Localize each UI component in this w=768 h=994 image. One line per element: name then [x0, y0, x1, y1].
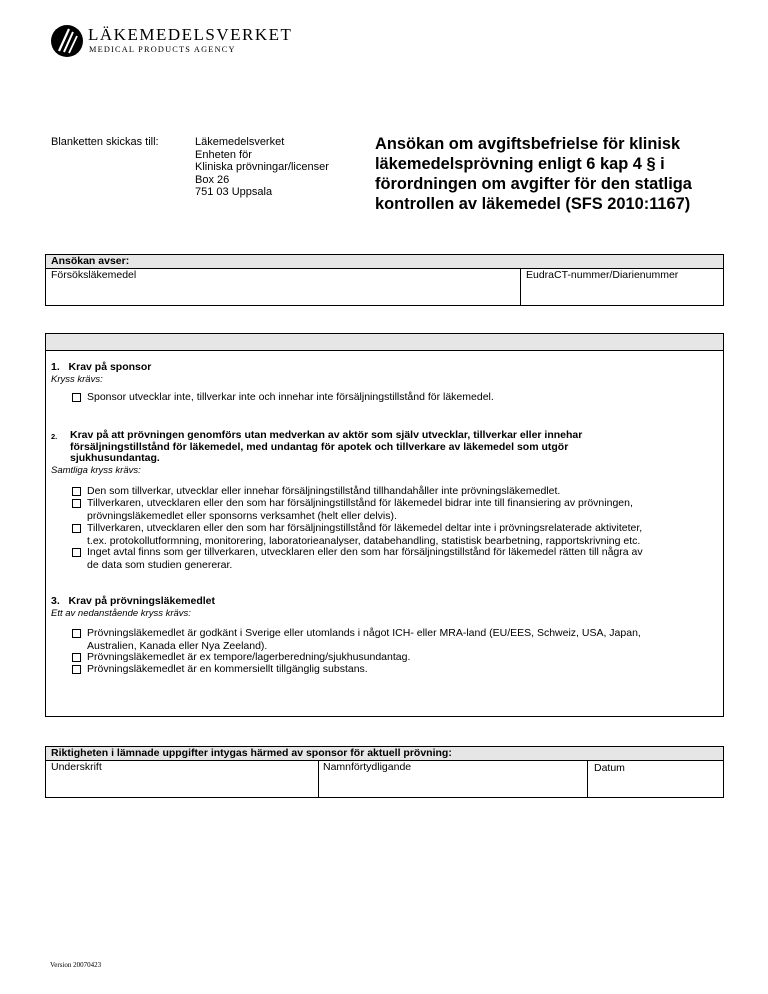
agency-logo-icon	[50, 24, 84, 58]
s2-item-2	[87, 497, 633, 522]
checkbox-s2-3[interactable]	[72, 524, 81, 533]
agency-subtitle: MEDICAL PRODUCTS AGENCY	[89, 45, 236, 54]
section-1-heading	[51, 361, 151, 373]
version-label: Version 20070423	[50, 961, 102, 969]
s2-item-4-line: Inget avtal finns som ger tillverkaren, utvecklaren eller den som har försäljningstillstånd för läkemedel rätten till några av	[87, 546, 643, 558]
product-field-label: Försöksläkemedel	[51, 269, 137, 281]
section-2-title-line: sjukhusundantag.	[70, 452, 160, 464]
section-2-note: Samtliga kryss krävs:	[51, 465, 141, 476]
s3-item-3-line: Prövningsläkemedlet är en kommersiellt tillgänglig substans.	[87, 663, 368, 675]
s3-item-2-line: Prövningsläkemedlet är ex tempore/lagerberedning/sjukhusundantag.	[87, 651, 411, 663]
s2-item-1	[87, 485, 560, 498]
agency-name: LÄKEMEDELSVERKET	[88, 25, 293, 44]
name-clarification-input[interactable]	[320, 774, 582, 796]
requirements-header-bar	[46, 334, 723, 351]
address-line: Box 26	[195, 173, 230, 186]
s3-item-1	[87, 627, 641, 652]
s2-item-4-line: de data som studien genererar.	[87, 558, 233, 571]
signature-label: Underskrift	[51, 761, 102, 773]
application-header-bar	[46, 255, 723, 269]
section-3-title: Krav på prövningsläkemedlet	[68, 595, 215, 607]
checkbox-s2-4[interactable]	[72, 548, 81, 557]
product-input[interactable]	[48, 281, 468, 303]
field-divider	[520, 268, 521, 306]
checkbox-s2-1[interactable]	[72, 487, 81, 496]
section-1-note: Kryss krävs:	[51, 374, 103, 385]
section-2-title-line: försäljningstillstånd för läkemedel, med undantag för apotek och tillverkare av läkemedel som utgör	[70, 440, 569, 453]
field-divider	[587, 760, 588, 798]
section-2-title	[70, 430, 582, 465]
s2-item-3	[87, 522, 642, 547]
checkbox-s3-3[interactable]	[72, 665, 81, 674]
s1-item-1: Sponsor utvecklar inte, tillverkar inte och innehar inte försäljningstillstånd för läkemedel.	[87, 391, 494, 403]
checkbox-s3-1[interactable]	[72, 629, 81, 638]
s2-item-2-line: Tillverkaren, utvecklaren eller den som har försäljningstillstånd för läkemedel bidrar inte till finansiering av prövningen,	[87, 497, 633, 509]
name-clarification-label: Namnförtydligande	[323, 761, 412, 773]
signature-input[interactable]	[48, 774, 314, 796]
checkbox-s3-2[interactable]	[72, 653, 81, 662]
attestation-heading: Riktigheten i lämnade uppgifter intygas härmed av sponsor för aktuell prövning:	[51, 747, 452, 759]
s3-item-1-line: Prövningsläkemedlet är godkänt i Sverige eller utomlands i något ICH- eller MRA-land (EU/EES, Schweiz, USA, Japan,	[87, 627, 641, 639]
send-to-label: Blanketten skickas till:	[51, 136, 159, 148]
section-3-number: 3.	[51, 595, 60, 607]
date-label: Datum	[594, 762, 625, 774]
s2-item-1-line: Den som tillverkar, utvecklar eller innehar försäljningstillstånd tillhandahåller inte prövningsläkemedlet.	[87, 485, 561, 497]
send-to-address	[195, 136, 329, 199]
section-2-number: 2.	[51, 432, 58, 441]
eudract-input[interactable]	[522, 281, 720, 303]
s2-item-4	[87, 546, 643, 571]
s2-item-2-line: prövningsläkemedlet eller sponsorns verksamhet (helt eller delvis).	[87, 509, 397, 522]
section-3-heading	[51, 595, 215, 607]
s3-item-2	[87, 651, 410, 664]
s3-item-3	[87, 663, 368, 676]
application-heading: Ansökan avser:	[51, 255, 130, 267]
section-1-title: Krav på sponsor	[68, 361, 152, 373]
s2-item-3-line: Tillverkaren, utvecklaren eller den som har försäljningstillstånd för läkemedel deltar inte i prövningsrelaterade aktiviteter,	[87, 522, 643, 534]
address-line: Kliniska prövningar/licenser	[195, 161, 329, 174]
s3-item-1-line: Australien, Kanada eller Nya Zeeland).	[87, 639, 268, 652]
checkbox-s1-1[interactable]	[72, 393, 81, 402]
address-line: Enheten för	[195, 148, 252, 161]
address-line: Läkemedelsverket	[195, 136, 285, 148]
s2-item-3-line: t.ex. protokollutformning, monitorering, laboratorieanalyser, databehandling, statistisk bearbetning, rapportskrivning etc.	[87, 534, 641, 547]
address-line: 751 03 Uppsala	[195, 186, 273, 199]
date-input[interactable]	[590, 774, 720, 796]
section-3-note: Ett av nedanstående kryss krävs:	[51, 608, 191, 619]
form-title: Ansökan om avgiftsbefrielse för klinisk läkemedelsprövning enligt 6 kap 4 § i förordningen om avgifter för den statliga kontrollen av läkemedel (SFS 2010:1167)	[375, 135, 692, 213]
section-1-number: 1.	[51, 361, 60, 373]
field-divider	[318, 760, 319, 798]
checkbox-s2-2[interactable]	[72, 499, 81, 508]
section-2-title-line: Krav på att prövningen genomförs utan medverkan av aktör som själv utvecklar, tillverkar eller innehar	[70, 429, 583, 441]
eudract-field-label: EudraCT-nummer/Diarienummer	[526, 269, 679, 281]
